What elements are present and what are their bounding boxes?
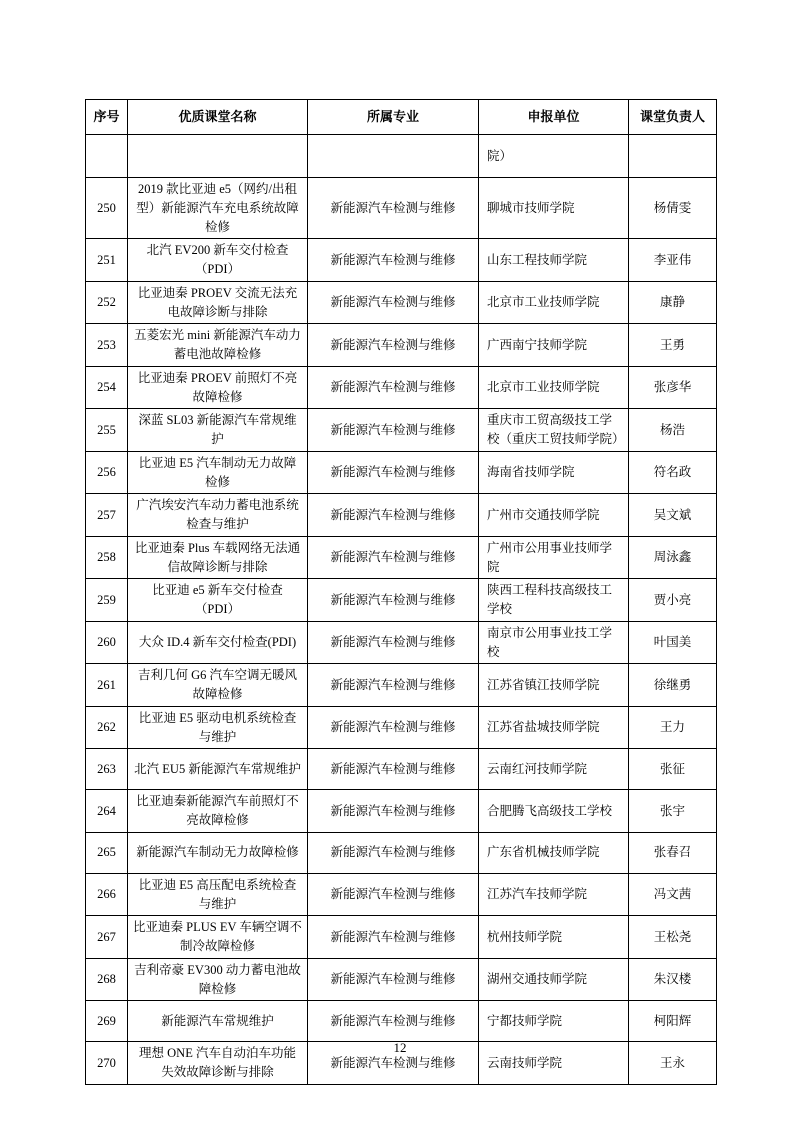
cell-leader: 周泳鑫: [629, 536, 717, 579]
table-row: [86, 324, 717, 367]
cell-unit: 广东省机械技师学院: [479, 832, 629, 873]
cell-serial-number: 268: [86, 958, 128, 1001]
cell-major: [308, 135, 479, 178]
cell-course-name: 吉利几何 G6 汽车空调无暖风故障检修: [128, 664, 308, 707]
carryover-row: [86, 135, 717, 178]
cell-course-name: 比亚迪 E5 驱动电机系统检查与维护: [128, 706, 308, 749]
table-row: [86, 621, 717, 664]
cell-unit: 云南技师学院: [479, 1042, 629, 1085]
cell-serial-number: 267: [86, 916, 128, 959]
cell-unit: 广西南宁技师学院: [479, 324, 629, 367]
cell-serial-number: 270: [86, 1042, 128, 1085]
cell-major: 新能源汽车检测与维修: [308, 281, 479, 324]
cell-unit: 院）: [479, 135, 629, 178]
cell-major: 新能源汽车检测与维修: [308, 1001, 479, 1042]
cell-course-name: 比亚迪秦 PROEV 前照灯不亮故障检修: [128, 366, 308, 409]
cell-unit: 山东工程技师学院: [479, 239, 629, 282]
table-header: [86, 100, 717, 135]
cell-leader: 徐继勇: [629, 664, 717, 707]
cell-leader: 张征: [629, 749, 717, 790]
cell-leader: 王勇: [629, 324, 717, 367]
cell-serial-number: 261: [86, 664, 128, 707]
table-row: [86, 790, 717, 833]
cell-course-name: 比亚迪秦 PROEV 交流无法充电故障诊断与排除: [128, 281, 308, 324]
header-unit: 申报单位: [479, 100, 629, 135]
table-row: [86, 536, 717, 579]
cell-serial-number: 265: [86, 832, 128, 873]
cell-unit: 合肥腾飞高级技工学校: [479, 790, 629, 833]
cell-course-name: 五菱宏光 mini 新能源汽车动力蓄电池故障检修: [128, 324, 308, 367]
cell-course-name: 比亚迪秦 Plus 车载网络无法通信故障诊断与排除: [128, 536, 308, 579]
cell-major: 新能源汽车检测与维修: [308, 178, 479, 239]
table-row: [86, 178, 717, 239]
cell-course-name: 新能源汽车制动无力故障检修: [128, 832, 308, 873]
cell-serial-number: 259: [86, 579, 128, 622]
cell-serial-number: 256: [86, 451, 128, 494]
cell-unit: 云南红河技师学院: [479, 749, 629, 790]
cell-major: 新能源汽车检测与维修: [308, 958, 479, 1001]
cell-major: 新能源汽车检测与维修: [308, 749, 479, 790]
cell-unit: 宁都技师学院: [479, 1001, 629, 1042]
cell-major: 新能源汽车检测与维修: [308, 494, 479, 537]
table-row: [86, 579, 717, 622]
cell-major: 新能源汽车检测与维修: [308, 790, 479, 833]
table-row: [86, 1001, 717, 1042]
table-row: [86, 832, 717, 873]
header-no: 序号: [86, 100, 128, 135]
cell-unit: 江苏省镇江技师学院: [479, 664, 629, 707]
header-row: [86, 100, 717, 135]
cell-unit: 江苏汽车技师学院: [479, 873, 629, 916]
cell-course-name: 比亚迪 E5 汽车制动无力故障检修: [128, 451, 308, 494]
table-row: [86, 281, 717, 324]
cell-unit: 广州市交通技师学院: [479, 494, 629, 537]
cell-course-name: 北汽 EV200 新车交付检查（PDI）: [128, 239, 308, 282]
cell-unit: 聊城市技师学院: [479, 178, 629, 239]
table-row: [86, 873, 717, 916]
cell-serial-number: 252: [86, 281, 128, 324]
cell-unit: 南京市公用事业技工学校: [479, 621, 629, 664]
cell-serial-number: 251: [86, 239, 128, 282]
cell-course-name: [128, 135, 308, 178]
cell-major: 新能源汽车检测与维修: [308, 579, 479, 622]
cell-leader: 王松尧: [629, 916, 717, 959]
cell-major: 新能源汽车检测与维修: [308, 239, 479, 282]
cell-course-name: 吉利帝豪 EV300 动力蓄电池故障检修: [128, 958, 308, 1001]
cell-leader: 叶国美: [629, 621, 717, 664]
cell-major: 新能源汽车检测与维修: [308, 664, 479, 707]
cell-unit: 海南省技师学院: [479, 451, 629, 494]
table-row: [86, 749, 717, 790]
cell-unit: 陕西工程科技高级技工学校: [479, 579, 629, 622]
cell-serial-number: 264: [86, 790, 128, 833]
cell-major: 新能源汽车检测与维修: [308, 916, 479, 959]
table-row: [86, 494, 717, 537]
cell-leader: 杨倩雯: [629, 178, 717, 239]
header-course-name: 优质课堂名称: [128, 100, 308, 135]
cell-major: 新能源汽车检测与维修: [308, 451, 479, 494]
cell-major: 新能源汽车检测与维修: [308, 324, 479, 367]
cell-course-name: 北汽 EU5 新能源汽车常规维护: [128, 749, 308, 790]
header-leader: 课堂负责人: [629, 100, 717, 135]
cell-course-name: 广汽埃安汽车动力蓄电池系统检查与维护: [128, 494, 308, 537]
cell-serial-number: 263: [86, 749, 128, 790]
cell-serial-number: 260: [86, 621, 128, 664]
table-row: [86, 451, 717, 494]
cell-serial-number: 254: [86, 366, 128, 409]
cell-major: 新能源汽车检测与维修: [308, 832, 479, 873]
cell-unit: 湖州交通技师学院: [479, 958, 629, 1001]
cell-serial-number: 269: [86, 1001, 128, 1042]
table-body: [86, 135, 717, 1085]
cell-leader: [629, 135, 717, 178]
cell-serial-number: 253: [86, 324, 128, 367]
header-major: 所属专业: [308, 100, 479, 135]
cell-leader: 朱汉楼: [629, 958, 717, 1001]
cell-leader: 张宇: [629, 790, 717, 833]
cell-leader: 冯文茜: [629, 873, 717, 916]
cell-leader: 张春召: [629, 832, 717, 873]
cell-serial-number: 257: [86, 494, 128, 537]
cell-course-name: 比亚迪秦 PLUS EV 车辆空调不制冷故障检修: [128, 916, 308, 959]
course-table: [85, 99, 717, 1085]
cell-unit: 江苏省盐城技师学院: [479, 706, 629, 749]
cell-major: 新能源汽车检测与维修: [308, 873, 479, 916]
cell-course-name: 2019 款比亚迪 e5（网约/出租型）新能源汽车充电系统故障检修: [128, 178, 308, 239]
table-row: [86, 706, 717, 749]
cell-major: 新能源汽车检测与维修: [308, 621, 479, 664]
table-row: [86, 366, 717, 409]
cell-major: 新能源汽车检测与维修: [308, 706, 479, 749]
cell-course-name: 新能源汽车常规维护: [128, 1001, 308, 1042]
cell-serial-number: 258: [86, 536, 128, 579]
cell-course-name: 深蓝 SL03 新能源汽车常规维护: [128, 409, 308, 452]
cell-serial-number: 266: [86, 873, 128, 916]
cell-leader: 王力: [629, 706, 717, 749]
cell-serial-number: [86, 135, 128, 178]
cell-major: 新能源汽车检测与维修: [308, 536, 479, 579]
cell-unit: 广州市公用事业技师学院: [479, 536, 629, 579]
cell-leader: 贾小亮: [629, 579, 717, 622]
cell-major: 新能源汽车检测与维修: [308, 409, 479, 452]
table-row: [86, 239, 717, 282]
cell-leader: 康静: [629, 281, 717, 324]
cell-major: 新能源汽车检测与维修: [308, 366, 479, 409]
cell-leader: 吴文斌: [629, 494, 717, 537]
table-row: [86, 664, 717, 707]
cell-course-name: 比亚迪 e5 新车交付检查（PDI）: [128, 579, 308, 622]
cell-leader: 王永: [629, 1042, 717, 1085]
cell-leader: 杨浩: [629, 409, 717, 452]
cell-unit: 杭州技师学院: [479, 916, 629, 959]
page-number: 12: [393, 1040, 407, 1055]
cell-serial-number: 250: [86, 178, 128, 239]
cell-unit: 重庆市工贸高级技工学校（重庆工贸技师学院）: [479, 409, 629, 452]
cell-unit: 北京市工业技师学院: [479, 366, 629, 409]
cell-course-name: 大众 ID.4 新车交付检查(PDI): [128, 621, 308, 664]
table-row: [86, 916, 717, 959]
cell-leader: 柯阳辉: [629, 1001, 717, 1042]
table-row: [86, 958, 717, 1001]
cell-course-name: 比亚迪秦新能源汽车前照灯不亮故障检修: [128, 790, 308, 833]
cell-serial-number: 255: [86, 409, 128, 452]
cell-course-name: 理想 ONE 汽车自动泊车功能失效故障诊断与排除: [128, 1042, 308, 1085]
cell-serial-number: 262: [86, 706, 128, 749]
cell-leader: 符名政: [629, 451, 717, 494]
cell-leader: 张彦华: [629, 366, 717, 409]
cell-major: 新能源汽车检测与维修: [308, 1042, 479, 1085]
cell-unit: 北京市工业技师学院: [479, 281, 629, 324]
cell-course-name: 比亚迪 E5 高压配电系统检查与维护: [128, 873, 308, 916]
table-row: [86, 409, 717, 452]
cell-leader: 李亚伟: [629, 239, 717, 282]
